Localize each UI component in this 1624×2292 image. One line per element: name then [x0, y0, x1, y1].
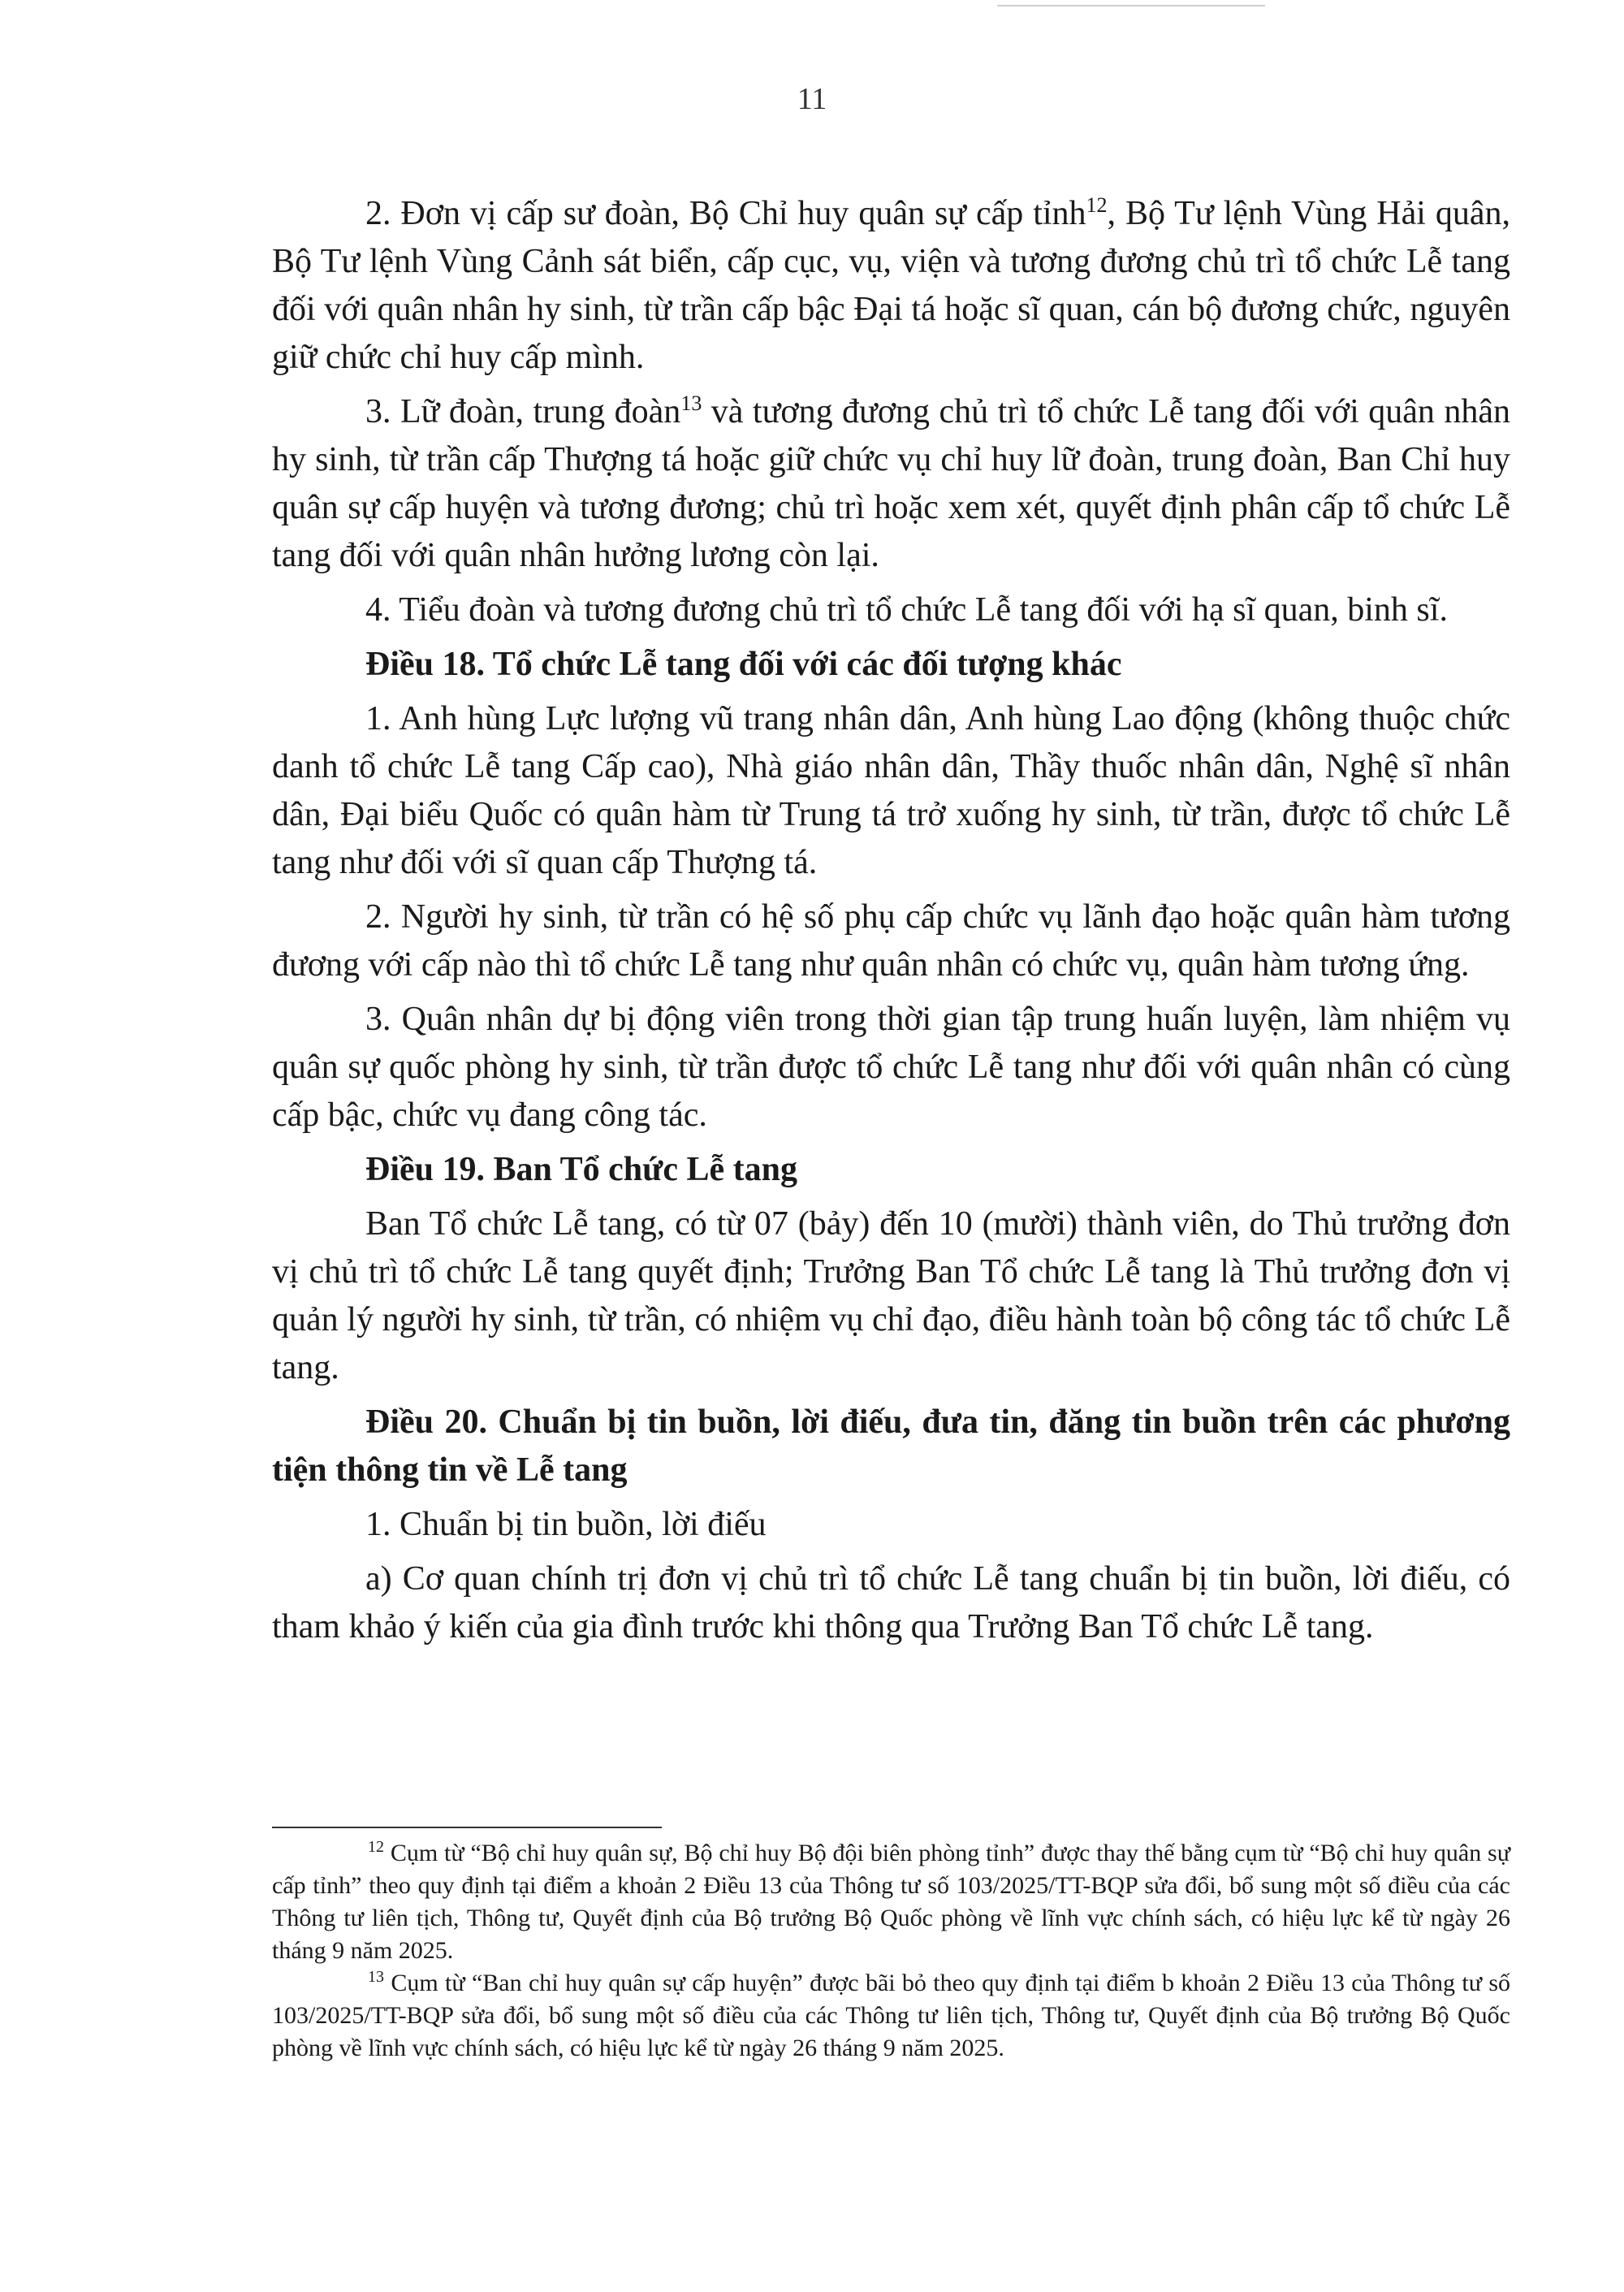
footnote-12 [272, 1837, 1510, 1967]
heading-dieu-20: Điều 20. Chuẩn bị tin buồn, lời điếu, đưa tin, đăng tin buồn trên các phương tiện thông tin về Lễ tang [272, 1403, 1510, 1489]
paragraph-text: 2. Đơn vị cấp sư đoàn, Bộ Chỉ huy quân sự cấp tỉnh [365, 195, 1086, 232]
heading-dieu-18: Điều 18. Tổ chức Lễ tang đối với các đối tượng khác [365, 646, 1122, 683]
paragraph-dieu18-khoan3: 3. Quân nhân dự bị động viên trong thời gian tập trung huấn luyện, làm nhiệm vụ quân sự quốc phòng hy sinh, từ trần được tổ chức Lễ tang như đối với quân nhân có cùng cấp bậc, chức vụ đang công tác. [272, 1001, 1510, 1134]
footnote-13 [272, 1967, 1510, 2065]
footnote-text: Cụm từ “Bộ chỉ huy quân sự, Bộ chỉ huy Bộ đội biên phòng tỉnh” được thay thế bằng cụm từ “Bộ chỉ huy quân sự cấp tỉnh” theo quy định tại điểm a khoản 2 Điều 13 của Thông tư số 103/2025/TT-BQP sửa đổi, bổ sung một số điều của các Thông tư liên tịch, Thông tư, Quyết định của Bộ trưởng Bộ Quốc phòng về lĩnh vực chính sách, có hiệu lực kể từ ngày 26 tháng 9 năm 2025. [272, 1840, 1510, 1964]
footnote-mark: 12 [368, 1838, 384, 1856]
paragraph-text: và tương đương chủ trì tổ chức Lễ tang đối với quân nhân hy sinh, từ trần cấp Thượng tá hoặc giữ chức vụ chỉ huy lữ đoàn, trung đoàn, Ban Chỉ huy quân sự cấp huyện và tương đương; chủ trì hoặc xem xét, quyết định phân cấp tổ chức Lễ tang đối với quân nhân hưởng lương còn lại. [272, 393, 1510, 574]
paragraph-dieu17-khoan3 [272, 388, 1510, 580]
footnotes [272, 1837, 1510, 2065]
document-body [272, 190, 1511, 1658]
footnote-ref-13: 13 [680, 391, 702, 415]
footnote-separator [272, 1827, 662, 1828]
paragraph-text: , Bộ Tư lệnh Vùng Hải quân, Bộ Tư lệnh Vùng Cảnh sát biển, cấp cục, vụ, viện và tương đương chủ trì tổ chức Lễ tang đối với quân nhân hy sinh, từ trần cấp bậc Đại tá hoặc sĩ quan, cán bộ đương chức, nguyên giữ chức chỉ huy cấp mình. [272, 195, 1511, 376]
footnote-mark: 13 [368, 1968, 384, 1986]
paragraph-dieu20-khoan1-diem-a: a) Cơ quan chính trị đơn vị chủ trì tổ chức Lễ tang chuẩn bị tin buồn, lời điếu, có tham khảo ý kiến của gia đình trước khi thông qua Trưởng Ban Tổ chức Lễ tang. [272, 1560, 1510, 1645]
paragraph-dieu18-khoan1: 1. Anh hùng Lực lượng vũ trang nhân dân, Anh hùng Lao động (không thuộc chức danh tổ chức Lễ tang Cấp cao), Nhà giáo nhân dân, Thầy thuốc nhân dân, Nghệ sĩ nhân dân, Đại biểu Quốc có quân hàm từ Trung tá trở xuống hy sinh, từ trần, được tổ chức Lễ tang như đối với sĩ quan cấp Thượng tá. [272, 700, 1510, 881]
top-scan-line [997, 5, 1265, 6]
footnote-text: Cụm từ “Ban chỉ huy quân sự cấp huyện” được bãi bỏ theo quy định tại điểm b khoản 2 Điều 13 của Thông tư số 103/2025/TT-BQP sửa đổi, bổ sung một số điều của các Thông tư liên tịch, Thông tư, Quyết định của Bộ trưởng Bộ Quốc phòng về lĩnh vực chính sách, có hiệu lực kể từ ngày 26 tháng 9 năm 2025. [272, 1970, 1510, 2061]
paragraph-text: 3. Lữ đoàn, trung đoàn [365, 393, 681, 430]
heading-dieu-19: Điều 19. Ban Tổ chức Lễ tang [365, 1151, 797, 1188]
paragraph-dieu17-khoan2 [272, 190, 1510, 382]
paragraph-dieu19: Ban Tổ chức Lễ tang, có từ 07 (bảy) đến 10 (mười) thành viên, do Thủ trưởng đơn vị chủ trì tổ chức Lễ tang quyết định; Trưởng Ban Tổ chức Lễ tang là Thủ trưởng đơn vị quản lý người hy sinh, từ trần, có nhiệm vụ chỉ đạo, điều hành toàn bộ công tác tổ chức Lễ tang. [272, 1205, 1510, 1386]
footnote-ref-12: 12 [1086, 193, 1108, 217]
page-number: 11 [797, 82, 827, 116]
paragraph-dieu18-khoan2: 2. Người hy sinh, từ trần có hệ số phụ cấp chức vụ lãnh đạo hoặc quân hàm tương đương với cấp nào thì tổ chức Lễ tang như quân nhân có chức vụ, quân hàm tương ứng. [272, 898, 1510, 984]
paragraph-dieu20-khoan1: 1. Chuẩn bị tin buồn, lời điếu [365, 1506, 767, 1543]
paragraph-dieu17-khoan4: 4. Tiểu đoàn và tương đương chủ trì tổ chức Lễ tang đối với hạ sĩ quan, binh sĩ. [365, 591, 1448, 629]
